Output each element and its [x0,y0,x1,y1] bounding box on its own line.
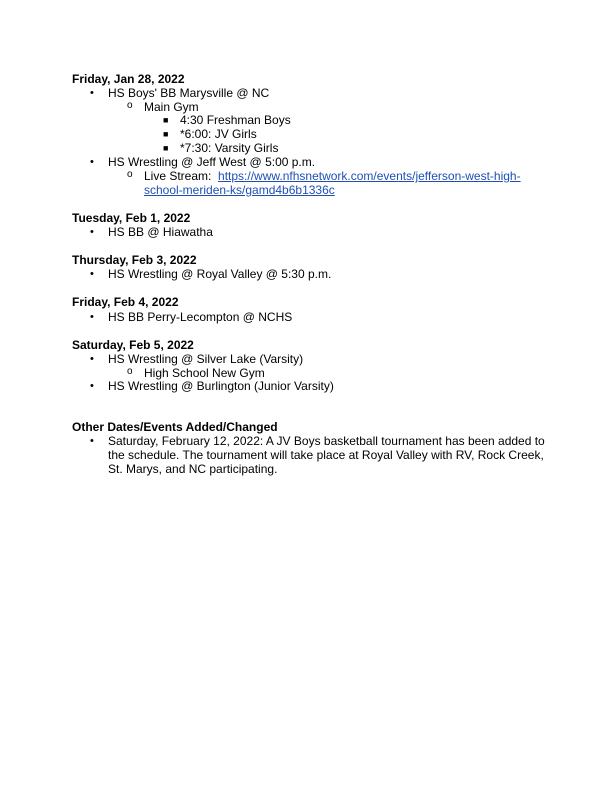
square-bullet-icon: ■ [163,129,169,139]
sub-list-item [144,169,521,183]
list-item: HS Wrestling @ Royal Valley @ 5:30 p.m. [108,267,332,281]
sub-sub-list-item: *6:00: JV Girls [180,127,257,141]
list-item: HS BB Perry-Lecompton @ NCHS [108,310,293,324]
list-item: HS Wrestling @ Jeff West @ 5:00 p.m. [108,155,316,169]
sub-list-item: Main Gym [144,100,199,114]
sub-sub-list-item: *7:30: Varsity Girls [180,141,279,155]
bullet-icon: • [90,87,94,99]
circle-bullet-icon: o [127,100,133,111]
date-heading: Saturday, Feb 5, 2022 [72,338,194,352]
list-item: HS BB @ Hiawatha [108,225,213,239]
live-stream-link-continued[interactable]: school-meriden-ks/gamd4b6b1336c [144,183,335,197]
bullet-icon: • [90,226,94,238]
sub-list-item: High School New Gym [144,366,265,380]
live-stream-label: Live Stream: [144,169,212,183]
date-heading: Tuesday, Feb 1, 2022 [72,211,191,225]
live-stream-link[interactable]: https://www.nfhsnetwork.com/events/jefferson-west-high- [218,169,521,183]
circle-bullet-icon: o [127,169,133,180]
square-bullet-icon: ■ [163,143,169,153]
date-heading: Thursday, Feb 3, 2022 [72,253,197,267]
date-heading: Friday, Feb 4, 2022 [72,295,179,309]
circle-bullet-icon: o [127,366,133,377]
square-bullet-icon: ■ [163,115,169,125]
bullet-icon: • [90,353,94,365]
bullet-icon: • [90,435,94,447]
bullet-icon: • [90,311,94,323]
list-item: HS Boys' BB Marysville @ NC [108,86,270,100]
bullet-icon: • [90,268,94,280]
sub-sub-list-item: 4:30 Freshman Boys [180,113,291,127]
date-heading: Friday, Jan 28, 2022 [72,72,185,86]
bullet-icon: • [90,156,94,168]
bullet-icon: • [90,380,94,392]
list-item: HS Wrestling @ Burlington (Junior Varsity) [108,379,334,393]
list-item: HS Wrestling @ Silver Lake (Varsity) [108,352,304,366]
paragraph-item: Saturday, February 12, 2022: A JV Boys basketball tournament has been added to the schedule. The tournament will take place at Royal Valley with RV, Rock Creek, St. Marys, and NC participating. [108,434,545,476]
section-heading: Other Dates/Events Added/Changed [72,420,278,434]
